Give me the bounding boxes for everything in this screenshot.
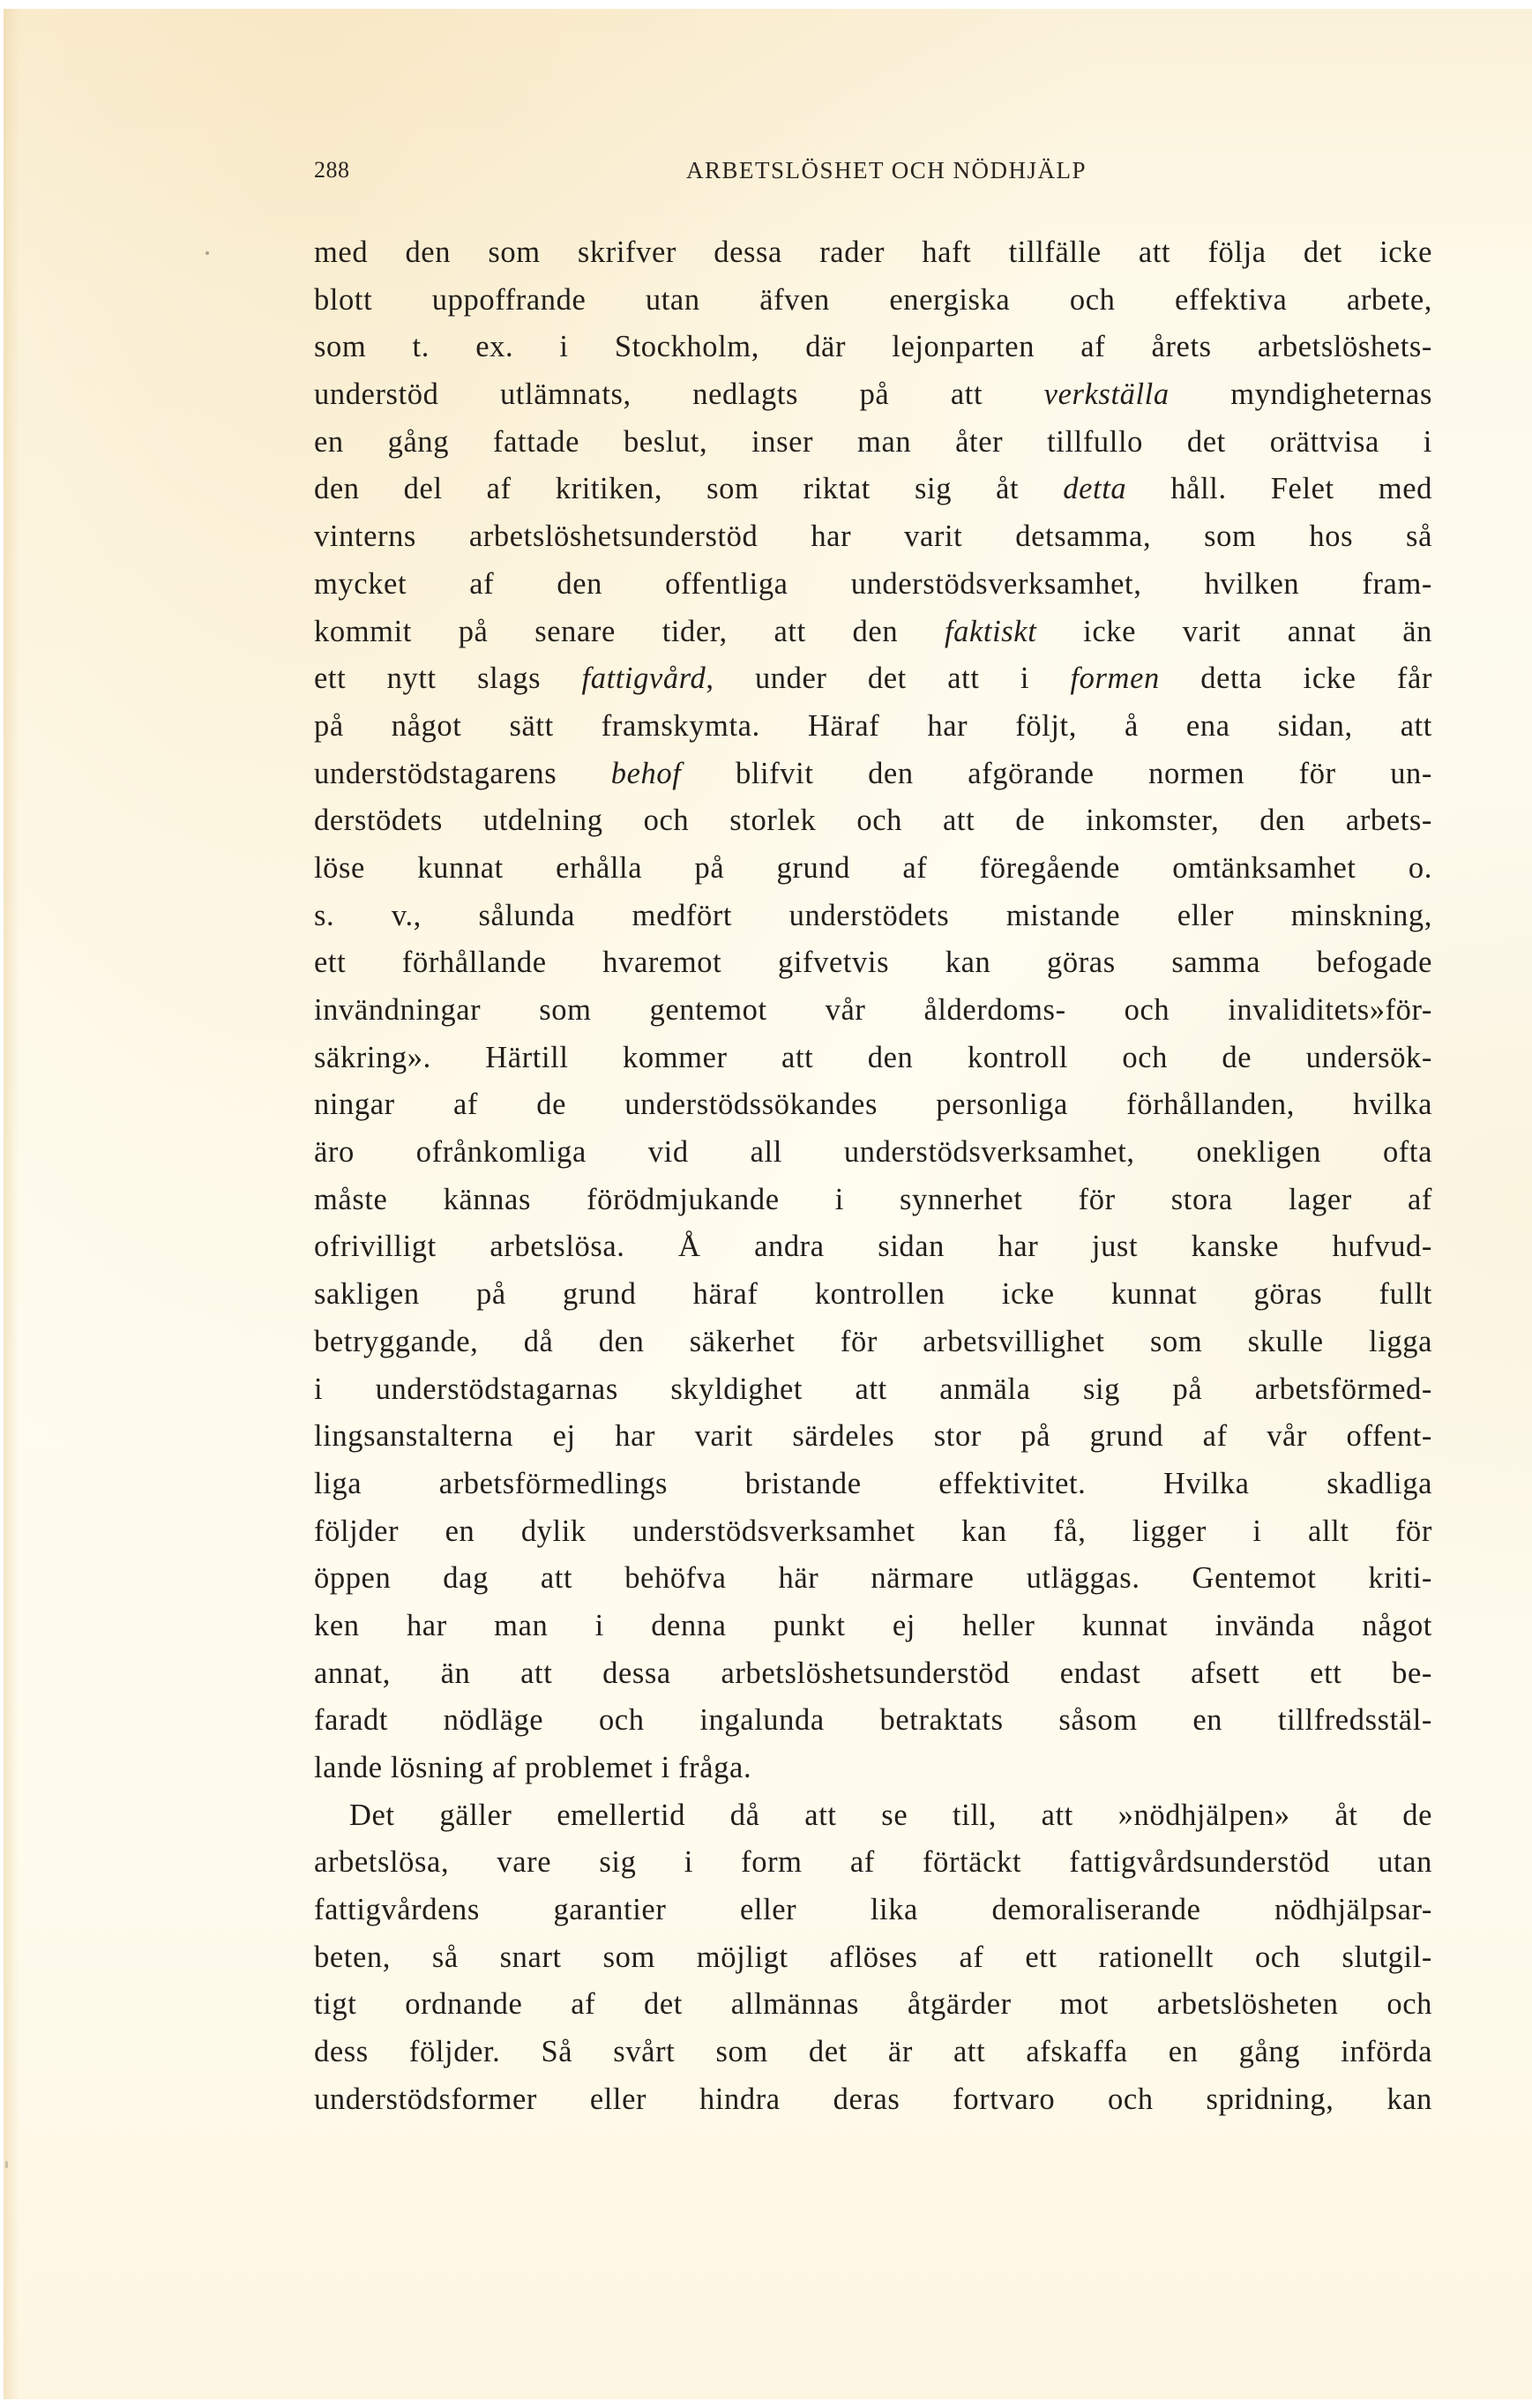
text-run: håll. Felet med bbox=[1126, 472, 1432, 506]
text-run: sakligen på grund häraf kontrollen icke kunnat göras fullt bbox=[314, 1277, 1432, 1312]
text-run: dess följder. Så svårt som det är att afskaffa en gång införda bbox=[314, 2035, 1432, 2069]
text-line bbox=[314, 751, 1432, 798]
text-run: ningar af de understödssökandes personliga förhållanden, hvilka bbox=[314, 1088, 1432, 1122]
text-run: löse kunnat erhålla på grund af föregående omtänksamhet o. bbox=[314, 850, 1432, 885]
italic-emphasis: behof bbox=[610, 756, 682, 790]
text-run: äro ofrånkomliga vid all understödsverksamhet, onekligen ofta bbox=[314, 1135, 1432, 1170]
text-run: liga arbetsförmedlings bristande effektivitet. Hvilka skadliga bbox=[314, 1466, 1432, 1500]
text-line bbox=[314, 1413, 1432, 1461]
text-line bbox=[314, 797, 1432, 845]
text-line bbox=[314, 1981, 1432, 2029]
text-run: betryggande, då den säkerhet för arbetsvillighet som skulle ligga bbox=[314, 1324, 1432, 1358]
text-run: kommit på senare tider, att den bbox=[314, 614, 945, 648]
text-line bbox=[314, 845, 1432, 893]
text-line bbox=[314, 655, 1432, 703]
running-head bbox=[314, 157, 1432, 192]
text-run: med den som skrifver dessa rader haft tillfälle att följa det icke bbox=[314, 236, 1432, 269]
text-line bbox=[314, 2029, 1432, 2076]
text-line bbox=[314, 939, 1432, 987]
text-run: lande lösning af problemet i fråga. bbox=[314, 1751, 752, 1784]
text-run: icke varit annat än bbox=[1036, 614, 1432, 648]
text-run: invändningar som gentemot vår ålderdoms- och invaliditets»för- bbox=[314, 993, 1432, 1027]
text-run: en gång fattade beslut, inser man åter tillfullo det orättvisa i bbox=[314, 424, 1432, 459]
italic-emphasis: formen bbox=[1070, 662, 1160, 696]
italic-emphasis: faktiskt bbox=[944, 614, 1037, 648]
text-run: myndigheternas bbox=[1169, 378, 1432, 412]
text-line bbox=[314, 324, 1432, 371]
text-run: s. v., sålunda medfört understödets mistande eller minskning, bbox=[314, 898, 1432, 932]
text-line bbox=[314, 561, 1432, 609]
text-line bbox=[314, 2076, 1432, 2124]
text-run: i understödstagarnas skyldighet att anmäla sig på arbetsförmed- bbox=[314, 1372, 1432, 1406]
text-line bbox=[314, 1223, 1432, 1271]
text-line bbox=[314, 1934, 1432, 1982]
text-line bbox=[314, 277, 1432, 325]
text-line bbox=[314, 1508, 1432, 1556]
text-line bbox=[314, 1366, 1432, 1414]
text-line bbox=[314, 371, 1432, 419]
text-run: på något sätt framskymta. Häraf har följt, å ena sidan, att bbox=[314, 708, 1432, 743]
book-page bbox=[4, 9, 1532, 2399]
page-number: 288 bbox=[314, 157, 350, 183]
text-run: som t. ex. i Stockholm, där lejonparten af årets arbetslöshets- bbox=[314, 330, 1432, 364]
body-text bbox=[314, 229, 1432, 2124]
text-run: säkring». Härtill kommer att den kontroll och de undersök- bbox=[314, 1040, 1432, 1074]
text-run: ofrivilligt arbetslösa. Å andra sidan har just kanske hufvud- bbox=[314, 1230, 1432, 1264]
text-run: Det gäller emellertid då att se till, att »nödhjälpen» åt de bbox=[349, 1798, 1432, 1832]
text-run: lingsanstalterna ej har varit särdeles stor på grund af vår offent- bbox=[314, 1419, 1432, 1454]
text-run: måste kännas förödmjukande i synnerhet för stora lager af bbox=[314, 1182, 1432, 1216]
text-line bbox=[314, 987, 1432, 1035]
text-run: ken har man i denna punkt ej heller kunnat invända något bbox=[314, 1608, 1432, 1642]
text-line bbox=[314, 229, 1432, 277]
text-line bbox=[314, 1271, 1432, 1319]
text-run: understöd utlämnats, nedlagts på att bbox=[314, 378, 1044, 412]
text-run: understödstagarens bbox=[314, 756, 611, 790]
text-run: vinterns arbetslöshetsunderstöd har varit detsamma, som hos så bbox=[314, 520, 1432, 554]
text-run: annat, än att dessa arbetslöshetsunderstöd endast afsett ett be- bbox=[314, 1656, 1432, 1690]
text-line bbox=[314, 1745, 1432, 1792]
text-run: fattigvårdens garantier eller lika demoraliserande nödhjälpsar- bbox=[314, 1893, 1432, 1927]
text-line bbox=[314, 466, 1432, 513]
text-line bbox=[314, 1887, 1432, 1934]
text-run: arbetslösa, vare sig i form af förtäckt fattigvårdsunderstöd utan bbox=[314, 1845, 1432, 1880]
text-line bbox=[314, 419, 1432, 467]
text-line bbox=[314, 893, 1432, 940]
paper-speck bbox=[5, 2161, 8, 2168]
text-line bbox=[314, 703, 1432, 751]
text-line bbox=[314, 1839, 1432, 1887]
text-line bbox=[314, 1650, 1432, 1698]
text-line bbox=[314, 1461, 1432, 1508]
text-line bbox=[314, 1129, 1432, 1177]
text-line bbox=[314, 1081, 1432, 1129]
paper-speck bbox=[206, 251, 209, 255]
text-run: följder en dylik understödsverksamhet kan få, ligger i allt för bbox=[314, 1514, 1432, 1548]
text-line bbox=[314, 1035, 1432, 1082]
text-line bbox=[314, 1792, 1432, 1840]
text-line bbox=[314, 1555, 1432, 1603]
text-run: blifvit den afgörande normen för un- bbox=[681, 756, 1432, 790]
text-line bbox=[314, 1697, 1432, 1745]
text-run: ett förhållande hvaremot gifvetvis kan göras samma befogade bbox=[314, 946, 1432, 980]
text-line bbox=[314, 609, 1432, 656]
text-line bbox=[314, 513, 1432, 561]
text-run: öppen dag att behöfva här närmare utläggas. Gentemot kriti- bbox=[314, 1561, 1432, 1596]
text-run: blott uppoffrande utan äfven energiska och effektiva arbete, bbox=[314, 282, 1432, 317]
italic-emphasis: verkställa bbox=[1043, 378, 1170, 412]
italic-emphasis: detta bbox=[1063, 472, 1127, 506]
text-run: faradt nödläge och ingalunda betraktats såsom en tillfredsstäl- bbox=[314, 1703, 1432, 1738]
text-run: den del af kritiken, som riktat sig åt bbox=[314, 472, 1064, 506]
text-run: beten, så snart som möjligt aflöses af ett rationellt och slutgil- bbox=[314, 1940, 1432, 1974]
text-run: tigt ordnande af det allmännas åtgärder mot arbetslösheten och bbox=[314, 1987, 1432, 2022]
running-title: ARBETSLÖSHET OCH NÖDHJÄLP bbox=[685, 157, 1087, 183]
text-run: understödsformer eller hindra deras fortvaro och spridning, kan bbox=[314, 2082, 1432, 2116]
italic-emphasis: fattigvård bbox=[581, 662, 706, 696]
text-line bbox=[314, 1319, 1432, 1366]
text-run: ett nytt slags bbox=[314, 662, 582, 696]
text-line bbox=[314, 1177, 1432, 1224]
text-run: detta icke får bbox=[1159, 662, 1433, 696]
text-run: derstödets utdelning och storlek och att de inkomster, den arbets- bbox=[314, 804, 1432, 838]
page-edge-shadow bbox=[4, 9, 19, 2399]
text-run: mycket af den offentliga understödsverksamhet, hvilken fram- bbox=[314, 566, 1432, 601]
text-line bbox=[314, 1603, 1432, 1650]
text-run: , under det att i bbox=[706, 662, 1071, 696]
